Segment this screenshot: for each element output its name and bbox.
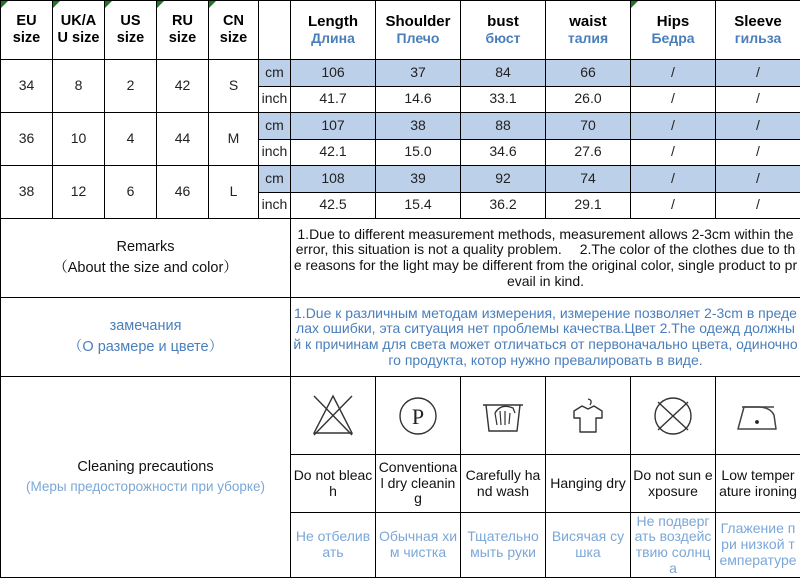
- table-header-row: [1, 1, 800, 60]
- remarks-ru-row: [1, 298, 800, 377]
- remarks-label-ru: [1, 298, 291, 377]
- cell-shoulder-cm: 38: [376, 113, 461, 140]
- cell-us-size: 2: [105, 60, 157, 113]
- cleaning-caption-ru: Не подвергать воздействию солнца: [631, 513, 716, 578]
- cell-length-cm: 107: [291, 113, 376, 140]
- cell-ru-size: 44: [157, 113, 209, 166]
- cell-bust-inch: 33.1: [461, 86, 546, 113]
- cell-waist-inch: 26.0: [546, 86, 631, 113]
- remarks-en-row: [1, 219, 800, 298]
- cleaning-caption-en: Conventional dry cleaning: [376, 455, 461, 513]
- cell-sleeve-cm: /: [716, 166, 800, 193]
- cell-unit-inch: inch: [259, 139, 291, 166]
- table-row: [1, 166, 800, 193]
- cell-unit-cm: cm: [259, 60, 291, 87]
- header-label-ru: бюст: [485, 29, 521, 46]
- cell-shoulder-inch: 14.6: [376, 86, 461, 113]
- header-label-ru: талия: [567, 29, 609, 46]
- cleaning-caption-ru: Висячая сушка: [546, 513, 631, 578]
- cleaning-caption-en: Hanging dry: [546, 455, 631, 513]
- cell-hips-inch: /: [631, 139, 716, 166]
- cell-us-size: 6: [105, 166, 157, 219]
- header-label-line1: US: [120, 12, 141, 29]
- cell-marker-icon: [631, 1, 638, 8]
- cell-length-inch: 42.5: [291, 192, 376, 219]
- header-eu-size: [1, 1, 53, 60]
- cell-sleeve-inch: /: [716, 192, 800, 219]
- cell-marker-icon: [1, 1, 8, 8]
- header-label-ru: гильза: [734, 29, 782, 46]
- cleaning-icon-cell: [631, 377, 716, 455]
- cell-waist-cm: 74: [546, 166, 631, 193]
- header-uk-au-size: [53, 1, 105, 60]
- no-sun-exposure-icon: [633, 377, 713, 454]
- cell-cn-size: L: [209, 166, 259, 219]
- header-label-en: Length: [308, 12, 358, 30]
- cell-cn-size: S: [209, 60, 259, 113]
- cell-length-cm: 108: [291, 166, 376, 193]
- remarks-label-en: [1, 219, 291, 298]
- cell-length-inch: 41.7: [291, 86, 376, 113]
- cell-marker-icon: [105, 1, 112, 8]
- cell-cn-size: M: [209, 113, 259, 166]
- cell-bust-inch: 36.2: [461, 192, 546, 219]
- cell-bust-inch: 34.6: [461, 139, 546, 166]
- cell-bust-cm: 92: [461, 166, 546, 193]
- cleaning-caption-ru: Не отбеливать: [291, 513, 376, 578]
- cell-sleeve-inch: /: [716, 86, 800, 113]
- header-label-line2: U size: [57, 30, 100, 46]
- header-ru-size: [157, 1, 209, 60]
- hang-dry-icon: [548, 377, 628, 454]
- remarks-label-line1: Remarks: [116, 238, 175, 255]
- cell-unit-cm: cm: [259, 166, 291, 193]
- header-label-line2: size: [116, 30, 145, 46]
- header-label-en: waist: [569, 12, 607, 30]
- no-bleach-icon: [293, 377, 373, 454]
- cell-shoulder-cm: 37: [376, 60, 461, 87]
- cell-unit-cm: cm: [259, 113, 291, 140]
- cell-hips-inch: /: [631, 86, 716, 113]
- low-temp-iron-icon: [718, 377, 798, 454]
- cell-unit-inch: inch: [259, 192, 291, 219]
- header-shoulder: [376, 1, 461, 60]
- cleaning-caption-ru: Обычная хим чистка: [376, 513, 461, 578]
- cell-eu-size: 36: [1, 113, 53, 166]
- header-length: [291, 1, 376, 60]
- cell-waist-inch: 27.6: [546, 139, 631, 166]
- cleaning-label-en: Cleaning precautions: [77, 459, 214, 476]
- dry-clean-p-icon: [378, 377, 458, 454]
- cell-ru-size: 42: [157, 60, 209, 113]
- cell-waist-inch: 29.1: [546, 192, 631, 219]
- cell-hips-cm: /: [631, 60, 716, 87]
- header-label-line1: EU: [16, 12, 37, 29]
- header-label-line1: CN: [223, 12, 244, 29]
- cell-hips-cm: /: [631, 166, 716, 193]
- cell-hips-cm: /: [631, 113, 716, 140]
- cleaning-icon-cell: [716, 377, 800, 455]
- cell-uk-size: 12: [53, 166, 105, 219]
- header-label-line2: size: [168, 30, 197, 46]
- cell-uk-size: 8: [53, 60, 105, 113]
- cell-marker-icon: [157, 1, 164, 8]
- header-unit-column: [259, 1, 291, 60]
- remarks-label-line1: замечания: [109, 317, 182, 334]
- header-label-en: Shoulder: [385, 12, 451, 30]
- cleaning-caption-en: Do not bleach: [291, 455, 376, 513]
- cell-shoulder-inch: 15.0: [376, 139, 461, 166]
- header-label-line2: size: [12, 30, 41, 46]
- header-sleeve: [716, 1, 800, 60]
- remarks-label-line2: （О размере и цвете）: [67, 339, 224, 355]
- cleaning-caption-en: Carefully hand wash: [461, 455, 546, 513]
- header-waist: [546, 1, 631, 60]
- cell-bust-cm: 84: [461, 60, 546, 87]
- cell-waist-cm: 70: [546, 113, 631, 140]
- cell-shoulder-cm: 39: [376, 166, 461, 193]
- header-us-size: [105, 1, 157, 60]
- remarks-body-ru: 1.Due к различным методам измерения, измерение позволяет 2-3cm в пределах ошибки, эта ситуация нет проблемы качества.Цвет 2.The одежд должный к причинам для света может отличаться от первоначально цвета, одиночного продукта, котор нужно превалировать в виде.: [291, 298, 800, 377]
- cleaning-label: [1, 377, 291, 578]
- cleaning-label-ru: (Меры предосторожности при уборке): [26, 478, 265, 494]
- header-label-en: bust: [487, 12, 519, 30]
- cell-unit-inch: inch: [259, 86, 291, 113]
- cleaning-caption-en: Do not sun exposure: [631, 455, 716, 513]
- header-label-ru: Бедра: [651, 29, 695, 46]
- header-bust: [461, 1, 546, 60]
- cell-sleeve-inch: /: [716, 139, 800, 166]
- remarks-body-en: 1.Due to different measurement methods, measurement allows 2-3cm within the error, this situation is not a quality problem. 2.The color of the clothes due to the reasons for the light may be different from the original color, single product to prevail in kind.: [291, 219, 800, 298]
- cleaning-icon-cell: [291, 377, 376, 455]
- cell-length-cm: 106: [291, 60, 376, 87]
- cell-eu-size: 38: [1, 166, 53, 219]
- header-label-line2: size: [219, 30, 248, 46]
- cleaning-icon-cell: [376, 377, 461, 455]
- table-row: [1, 113, 800, 140]
- remarks-label-line2: （About the size and color）: [53, 260, 238, 276]
- cell-sleeve-cm: /: [716, 60, 800, 87]
- cell-marker-icon: [53, 1, 60, 8]
- cell-waist-cm: 66: [546, 60, 631, 87]
- cell-hips-inch: /: [631, 192, 716, 219]
- cleaning-caption-en: Low temperature ironing: [716, 455, 800, 513]
- cell-eu-size: 34: [1, 60, 53, 113]
- header-label-en: Sleeve: [734, 12, 782, 30]
- header-label-ru: Плечо: [396, 29, 440, 46]
- cell-ru-size: 46: [157, 166, 209, 219]
- cell-shoulder-inch: 15.4: [376, 192, 461, 219]
- header-hips: [631, 1, 716, 60]
- header-label-ru: Длина: [311, 29, 355, 46]
- svg-text:P: P: [411, 403, 425, 429]
- cell-sleeve-cm: /: [716, 113, 800, 140]
- cleaning-icon-cell: [546, 377, 631, 455]
- cell-bust-cm: 88: [461, 113, 546, 140]
- cleaning-icons-row: [1, 377, 800, 455]
- cell-marker-icon: [209, 1, 216, 8]
- cell-us-size: 4: [105, 113, 157, 166]
- cleaning-caption-ru: Глажение при низкой температуре: [716, 513, 800, 578]
- header-label-line1: UK/A: [60, 12, 97, 29]
- cleaning-icon-cell: [461, 377, 546, 455]
- header-label-en: Hips: [656, 12, 690, 30]
- header-label-line1: RU: [172, 12, 193, 29]
- cleaning-caption-ru: Тщательно мыть руки: [461, 513, 546, 578]
- cell-uk-size: 10: [53, 113, 105, 166]
- hand-wash-icon: [463, 377, 543, 454]
- cell-length-inch: 42.1: [291, 139, 376, 166]
- table-row: [1, 60, 800, 87]
- header-cn-size: [209, 1, 259, 60]
